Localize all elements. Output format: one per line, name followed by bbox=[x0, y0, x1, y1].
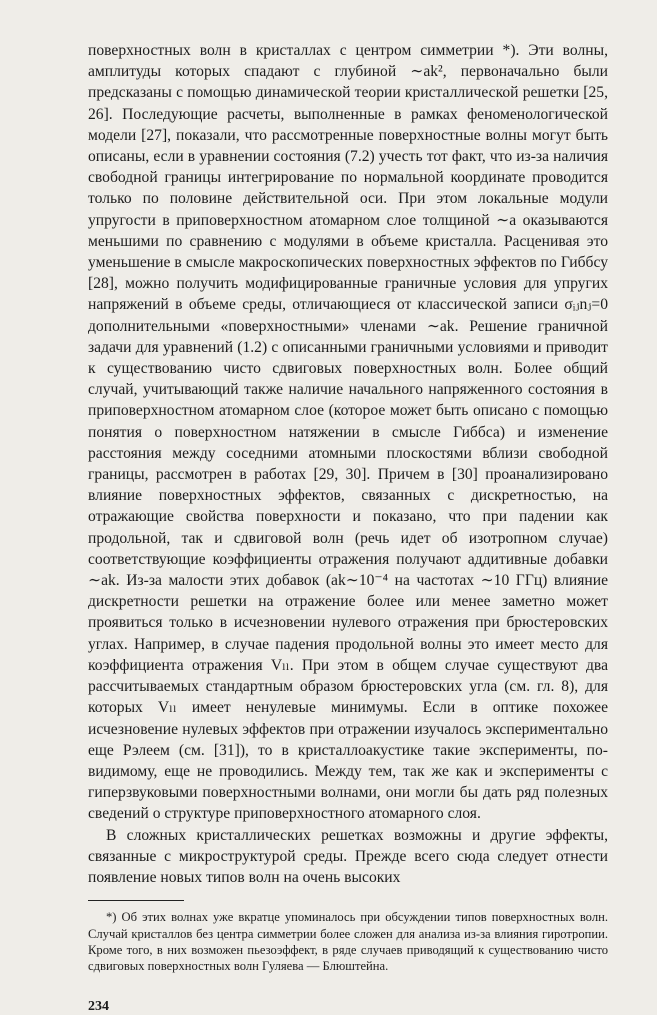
page-number: 234 bbox=[88, 998, 109, 1014]
book-page bbox=[88, 40, 608, 1015]
paragraph-1: поверхностных волн в кристаллах с центром симметрии *). Эти волны, амплитуды которых спадают с глубиной ∼ak², первоначально были предсказаны с помощью динамической теории кристаллической решетки [25, 26]. Последующие расчеты, выполненные в рамках феноменологической модели [27], показали, что рассмотренные поверхностные волны могут быть описаны, если в уравнении состояния (7.2) учесть тот факт, что из-за наличия свободной границы интегрирование по нормальной координате проводится только по половине действительной оси. При этом локальные модули упругости в приповерхностном атомарном слое толщиной ∼a оказываются меньшими по сравнению с модулями в объеме кристалла. Расценивая это уменьшение в смысле макроскопических поверхностных эффектов по Гиббсу [28], можно получить модифицированные граничные условия для упругих напряжений в объеме среды, отличающиеся от классической записи σᵢⱼnⱼ=0 дополнительными «поверхностными» членами ∼ak. Решение граничной задачи для уравнений (1.2) с описанными граничными условиями и приводит к существованию чисто сдвиговых поверхностных волн. Более общий случай, учитывающий также наличие начального напряженного состояния в приповерхностном атомарном слое (которое может быть описано с помощью понятия о поверхностном натяжении в смысле Гиббса) и изменение расстояния между соседними атомными плоскостями вблизи свободной границы, рассмотрен в работах [29, 30]. Причем в [30] проанализировано влияние поверхностных эффектов, связанных с дискретностью, на отражающие свойства поверхности и показано, что при падении как продольной, так и сдвиговой волн (речь идет об изотропном случае) соответствующие коэффициенты отражения получают аддитивные добавки ∼ak. Из-за малости этих добавок (ak∼10⁻⁴ на частотах ∼10 ГГц) влияние дискретности решетки на отражение более или менее заметно может проявиться только в исчезновении нулевого отражения при брюстеровских углах. Например, в случае падения продольной волны это имеет место для коэффициента отражения Vₗₗ. При этом в общем случае существуют два рассчитываемых стандартным образом брюстеровских угла (см. гл. 8), для которых Vₗₗ имеет ненулевые минимумы. Если в оптике похожее исчезновение нулевых эффектов при отражении изучалось экспериментально еще Рэлеем (см. [31]), то в кристаллоакустике такие эксперименты, по-видимому, еще не проводились. Между тем, так же как и эксперименты с гиперзвуковыми поверхностными волнами, они могли бы дать ряд полезных сведений о структуре приповерхностного атомарного слоя. bbox=[88, 42, 608, 823]
main-text bbox=[88, 40, 608, 888]
footnote: *) Об этих волнах уже вкратце упоминалось при обсуждении типов поверхностных волн. Случай кристаллов без центра симметрии более сложен для анализа из-за влияния гиротропии. Кроме того, в них возможен пьезоэффект, в ряде случаев приводящий к существованию чисто сдвиговых поверхностных волн Гуляева — Блюштейна. bbox=[88, 910, 608, 974]
paragraph-2: В сложных кристаллических решетках возможны и другие эффекты, связанные с микроструктурой среды. Прежде всего сюда следует отнести появление новых типов волн на очень высоких bbox=[88, 826, 608, 886]
footnote-divider bbox=[88, 900, 184, 901]
